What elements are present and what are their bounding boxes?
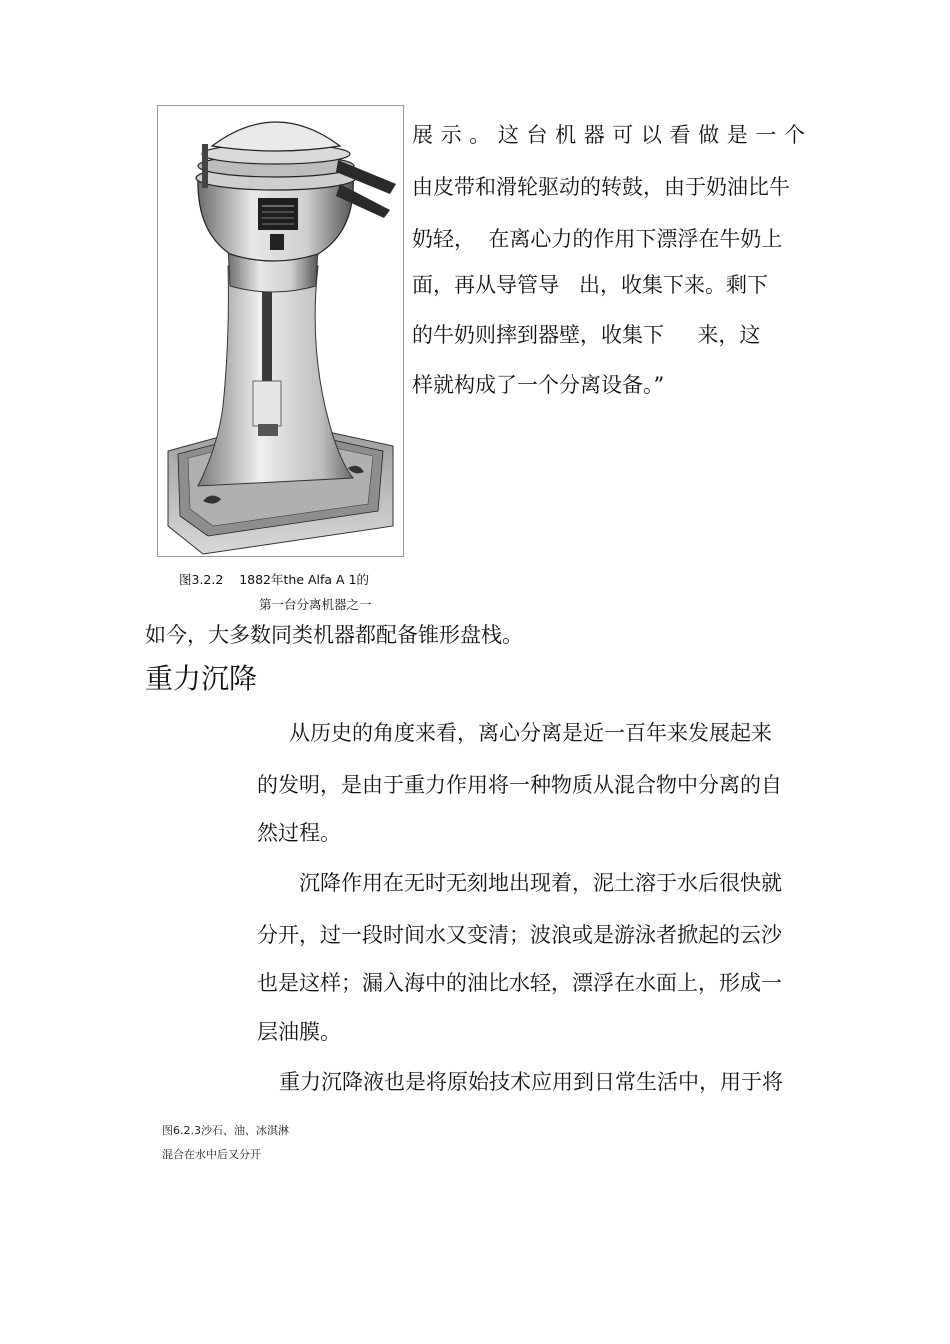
separator-machine-image (157, 105, 404, 557)
section-heading: 重力沉降 (145, 662, 258, 695)
figure-2-caption-line-1: 图6.2.3沙石、油、冰淇淋 (162, 1124, 289, 1137)
text-line: 由皮带和滑轮驱动的转鼓，由于奶油比牛 (412, 175, 790, 199)
text-line: 样就构成了一个分离设备。” (412, 373, 665, 397)
continuation-text: 如今，大多数同类机器都配备锥形盘栈。 (145, 623, 523, 647)
paragraph-line: 重力沉降液也是将原始技术应用到日常生活中，用于将 (279, 1070, 783, 1094)
paragraph-line: 从历史的角度来看，离心分离是近一百年来发展起来 (289, 721, 772, 745)
text-line: 奶轻， 在离心力的作用下漂浮在牛奶上 (412, 227, 783, 251)
paragraph-line: 层油膜。 (257, 1020, 341, 1044)
text-line: 展示。这台机器可以看做是一个 (412, 123, 805, 147)
paragraph-line: 分开，过一段时间水又变清；波浪或是游泳者掀起的云沙 (257, 923, 782, 947)
text-line: 的牛奶则摔到器壁，收集下 来，这 (412, 323, 761, 347)
paragraph-line: 然过程。 (257, 821, 341, 845)
figure-2-caption-line-2: 混合在水中后又分开 (162, 1148, 261, 1161)
paragraph-line: 沉降作用在无时无刻地出现着，泥土溶于水后很快就 (299, 871, 782, 895)
paragraph-line: 的发明，是由于重力作用将一种物质从混合物中分离的自 (257, 773, 782, 797)
figure-caption-line-1: 图3.2.2 1882年the Alfa A 1的 (179, 572, 370, 587)
text-line: 面，再从导管导 出，收集下来。剩下 (412, 273, 769, 297)
paragraph-line: 也是这样；漏入海中的油比水轻，漂浮在水面上，形成一 (257, 971, 782, 995)
figure-caption-line-2: 第一台分离机器之一 (259, 597, 372, 612)
separator-machine-illustration (158, 106, 403, 556)
